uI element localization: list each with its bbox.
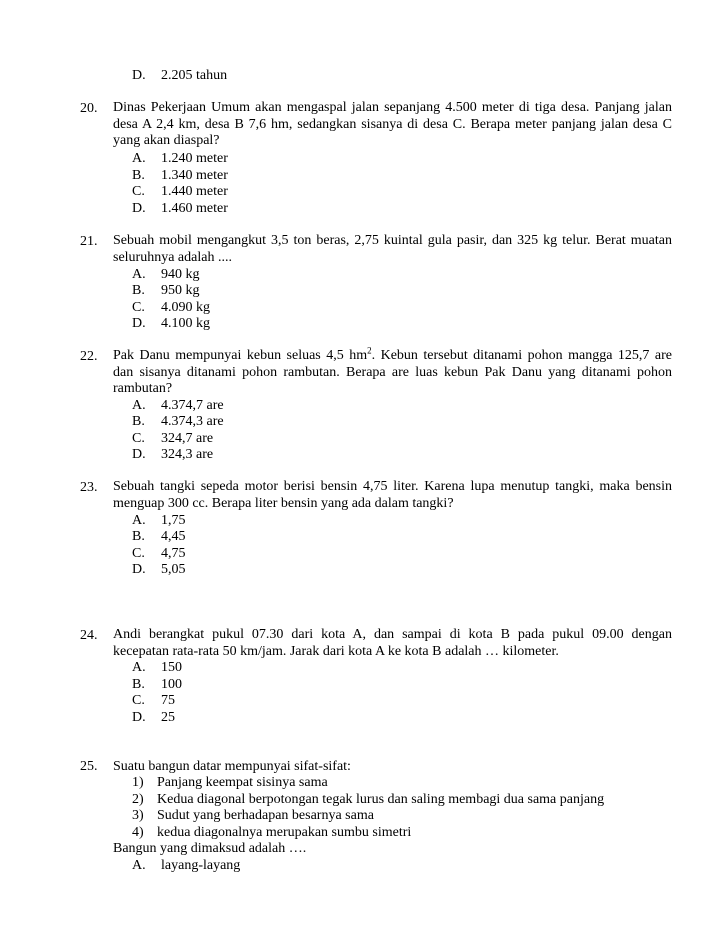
- question-line: [113, 345, 672, 365]
- option-text: 4,45: [161, 529, 186, 544]
- option-text: 324,7 are: [161, 431, 214, 446]
- question-line: Dinas Pekerjaan Umum akan mengaspal jalan sepanjang 4.500 meter di tiga desa. Panjang jalan: [113, 100, 672, 115]
- property-text: Panjang keempat sisinya sama: [157, 775, 328, 790]
- option-text: layang-layang: [161, 858, 241, 873]
- property-text: Kedua diagonal berpotongan tegak lurus dan saling membagi dua sama panjang: [157, 792, 605, 807]
- option-text: 4.100 kg: [161, 316, 210, 331]
- option-letter: C.: [132, 184, 145, 199]
- option-text: 1.440 meter: [161, 184, 228, 199]
- option-text: 5,05: [161, 562, 186, 577]
- option-letter: C.: [132, 546, 145, 561]
- option-letter: B.: [132, 414, 145, 429]
- option-text: 4.374,7 are: [161, 398, 224, 413]
- option-letter: A.: [132, 398, 146, 413]
- question-line: Sebuah tangki sepeda motor berisi bensin 4,75 liter. Karena lupa menutup tangki, maka bensin: [113, 479, 672, 494]
- property-text: kedua diagonalnya merupakan sumbu simetri: [157, 825, 412, 840]
- option-text: 2.205 tahun: [161, 68, 228, 83]
- option-letter: C.: [132, 300, 145, 315]
- question-line: rambutan?: [113, 381, 173, 396]
- property-number: 3): [132, 808, 144, 823]
- question-number: 20.: [80, 101, 98, 116]
- option-text: 1,75: [161, 513, 186, 528]
- option-letter: C.: [132, 431, 145, 446]
- question-text: Suatu bangun datar mempunyai sifat-sifat:: [113, 759, 351, 774]
- question-line-start: Pak Danu mempunyai kebun seluas 4,5 hm: [113, 348, 368, 363]
- question-number: 22.: [80, 349, 98, 364]
- property-text: Sudut yang berhadapan besarnya sama: [157, 808, 374, 823]
- option-letter: D.: [132, 562, 146, 577]
- property-number: 4): [132, 825, 144, 840]
- question-closing: Bangun yang dimaksud adalah ….: [113, 841, 307, 856]
- question-number: 23.: [80, 480, 98, 495]
- option-letter: A.: [132, 660, 146, 675]
- option-text: 25: [161, 710, 175, 725]
- option-text: 4,75: [161, 546, 186, 561]
- option-letter: C.: [132, 693, 145, 708]
- option-text: 75: [161, 693, 175, 708]
- option-letter: D.: [132, 316, 146, 331]
- question-line: seluruhnya adalah ....: [113, 249, 232, 265]
- option-letter: A.: [132, 513, 146, 528]
- question-text: [113, 233, 672, 266]
- option-letter: A.: [132, 858, 146, 873]
- question-text: [113, 345, 672, 398]
- option-text: 324,3 are: [161, 447, 214, 462]
- option-text: 4.090 kg: [161, 300, 210, 315]
- question-line: dan sisanya ditanami pohon rambutan. Berapa are luas kebun Pak Danu yang ditanami pohon: [113, 364, 672, 380]
- question-text: [113, 479, 672, 512]
- option-letter: D.: [132, 447, 146, 462]
- question-number: 24.: [80, 628, 98, 643]
- question-line: desa A 2,4 km, desa B 7,6 hm, sedangkan sisanya di desa C. Berapa meter panjang jalan desa C: [113, 116, 672, 132]
- option-letter: A.: [132, 151, 146, 166]
- option-letter: D.: [132, 201, 146, 216]
- option-letter: B.: [132, 168, 145, 183]
- option-letter: D.: [132, 710, 146, 725]
- property-number: 2): [132, 792, 144, 807]
- option-letter: B.: [132, 677, 145, 692]
- question-line: Andi berangkat pukul 07.30 dari kota A, dan sampai di kota B pada pukul 09.00 dengan: [113, 627, 672, 642]
- question-line: Sebuah mobil mengangkut 3,5 ton beras, 2,75 kuintal gula pasir, dan 325 kg telur. Berat muatan: [113, 233, 672, 248]
- question-line: yang akan diaspal?: [113, 133, 220, 148]
- option-text: 4.374,3 are: [161, 414, 224, 429]
- option-text: 1.460 meter: [161, 201, 228, 216]
- option-text: 950 kg: [161, 283, 200, 298]
- question-number: 25.: [80, 759, 98, 774]
- question-line: menguap 300 cc. Berapa liter bensin yang ada dalam tangki?: [113, 495, 454, 511]
- option-letter: B.: [132, 529, 145, 544]
- option-letter: D.: [132, 68, 146, 83]
- question-text: [113, 627, 672, 660]
- option-text: 100: [161, 677, 182, 692]
- option-text: 1.340 meter: [161, 168, 228, 183]
- option-text: 940 kg: [161, 267, 200, 282]
- option-letter: B.: [132, 283, 145, 298]
- question-line-end: . Kebun tersebut ditanami pohon mangga 125,7 are: [371, 348, 672, 363]
- option-text: 1.240 meter: [161, 151, 228, 166]
- question-text: [113, 100, 672, 150]
- question-number: 21.: [80, 234, 98, 249]
- question-line: kecepatan rata-rata 50 km/jam. Jarak dari kota A ke kota B adalah … kilometer.: [113, 643, 559, 659]
- property-number: 1): [132, 775, 144, 790]
- option-letter: A.: [132, 267, 146, 282]
- option-text: 150: [161, 660, 182, 675]
- superscript: 2: [367, 345, 372, 356]
